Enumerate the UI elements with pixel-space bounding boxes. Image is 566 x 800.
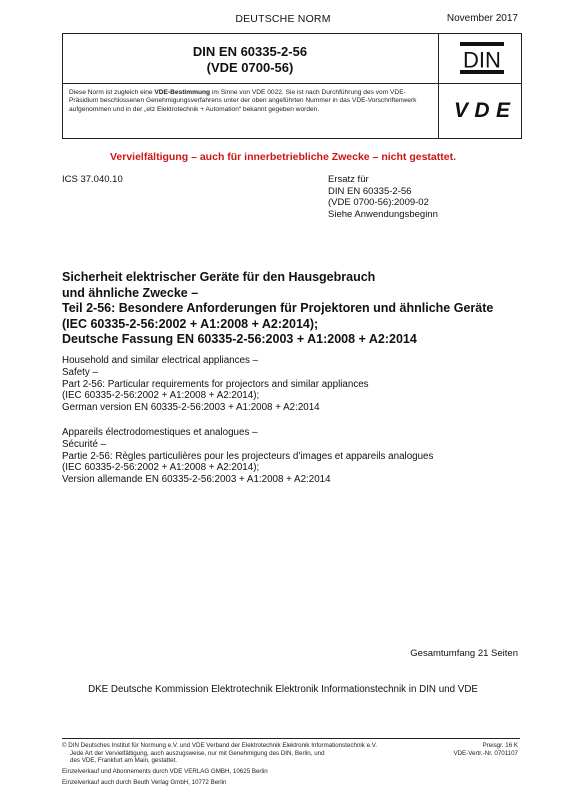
title-de-line: Sicherheit elektrischer Geräte für den Hausgebrauch: [62, 270, 376, 284]
vde-note-bold: VDE-Bestimmung: [154, 89, 211, 96]
title-fr-line: Appareils électrodomestiques et analogues –: [62, 427, 258, 438]
standard-number: [62, 44, 438, 76]
title-de-line: und ähnliche Zwecke –: [62, 285, 199, 300]
distribution-vde: Einzelverkauf und Abonnements durch VDE VERLAG GMBH, 10625 Berlin: [62, 768, 268, 775]
title-de-line: Deutsche Fassung EN 60335-2-56:2003 + A1:2008 + A2:2014: [62, 332, 417, 346]
document-type: DEUTSCHE NORM: [235, 13, 331, 25]
title-fr-line: Version allemande EN 60335-2-56:2003 + A1:2008 + A2:2014: [62, 474, 331, 486]
vde-logo: [452, 98, 512, 120]
footer-divider: [62, 738, 520, 739]
din-logo-text: DIN: [463, 47, 501, 73]
vde-note-prefix: Diese Norm ist zugleich eine: [69, 89, 155, 96]
total-pages: Gesamtumfang 21 Seiten: [410, 648, 518, 659]
copyright-line: Jede Art der Vervielfältigung, auch auszugsweise, nur mit Genehmigung des DIN, Berlin, und: [70, 749, 325, 757]
standard-din-number: DIN EN 60335-2-56: [192, 44, 308, 59]
title-de-line: Teil 2-56: Besondere Anforderungen für Projektoren und ähnliche Geräte: [62, 301, 494, 315]
copyright-line: © DIN Deutsches Institut für Normung e.V. und VDE Verband der Elektrotechnik Elektronik Informationstechnik e.V.: [62, 742, 378, 749]
title-english: [62, 355, 532, 414]
title-german: [62, 270, 532, 348]
din-logo: [459, 41, 505, 75]
replacement-info: [328, 174, 438, 220]
reproduction-notice: Vervielfältigung – auch für innerbetriebliche Zwecke – nicht gestattet.: [109, 151, 456, 163]
ics-code: ICS 37.040.10: [62, 174, 123, 185]
title-en-line: Household and similar electrical appliances –: [62, 355, 259, 366]
replacement-line: Ersatz für: [328, 174, 369, 185]
vde-logo-text: VDE: [454, 99, 510, 120]
vde-note-suffix: im Sinne von VDE 0022. Sie ist nach Durchführung des vom VDE-Präsidium beschlossenen Genehmigungsverfahrens unter der oben angeführten Nummer in das VDE-Vorschriftenwerk aufgenommen und in der „etz Elektrotechnik + Automation“ bekannt gegeben worden.: [69, 89, 417, 113]
price-info: [453, 742, 518, 757]
title-en-line: Part 2-56: Particular requirements for projectors and similar appliances: [62, 378, 369, 390]
replacement-line: (VDE 0700-56):2009-02: [328, 197, 429, 208]
issue-date: November 2017: [446, 13, 518, 24]
vde-order-number: VDE-Vertr.-Nr. 0701107: [453, 749, 518, 757]
title-de-line: (IEC 60335-2-56:2002 + A1:2008 + A2:2014);: [62, 316, 319, 331]
dke-committee: DKE Deutsche Kommission Elektrotechnik Elektronik Informationstechnik in DIN und VDE: [88, 684, 478, 695]
copyright-line: des VDE, Frankfurt am Main, gestattet.: [70, 757, 177, 765]
vde-note: [69, 89, 433, 114]
distribution-beuth: Einzelverkauf auch durch Beuth Verlag GmbH, 10772 Berlin: [62, 779, 227, 786]
title-french: [62, 427, 532, 486]
copyright-notice: [62, 742, 452, 765]
title-en-line: Safety –: [62, 366, 98, 378]
title-en-line: German version EN 60335-2-56:2003 + A1:2008 + A2:2014: [62, 402, 320, 414]
title-en-line: (IEC 60335-2-56:2002 + A1:2008 + A2:2014);: [62, 390, 260, 402]
standard-vde-number: (VDE 0700-56): [206, 60, 294, 75]
title-fr-line: Sécurité –: [62, 438, 107, 450]
replacement-line: DIN EN 60335-2-56: [328, 185, 412, 197]
title-fr-line: (IEC 60335-2-56:2002 + A1:2008 + A2:2014);: [62, 462, 260, 474]
price-group: Preisgr. 16 K: [482, 742, 518, 749]
title-fr-line: Partie 2-56: Règles particulières pour les projecteurs d’images et appareils analogues: [62, 450, 434, 462]
replacement-line: Siehe Anwendungsbeginn: [328, 208, 438, 220]
